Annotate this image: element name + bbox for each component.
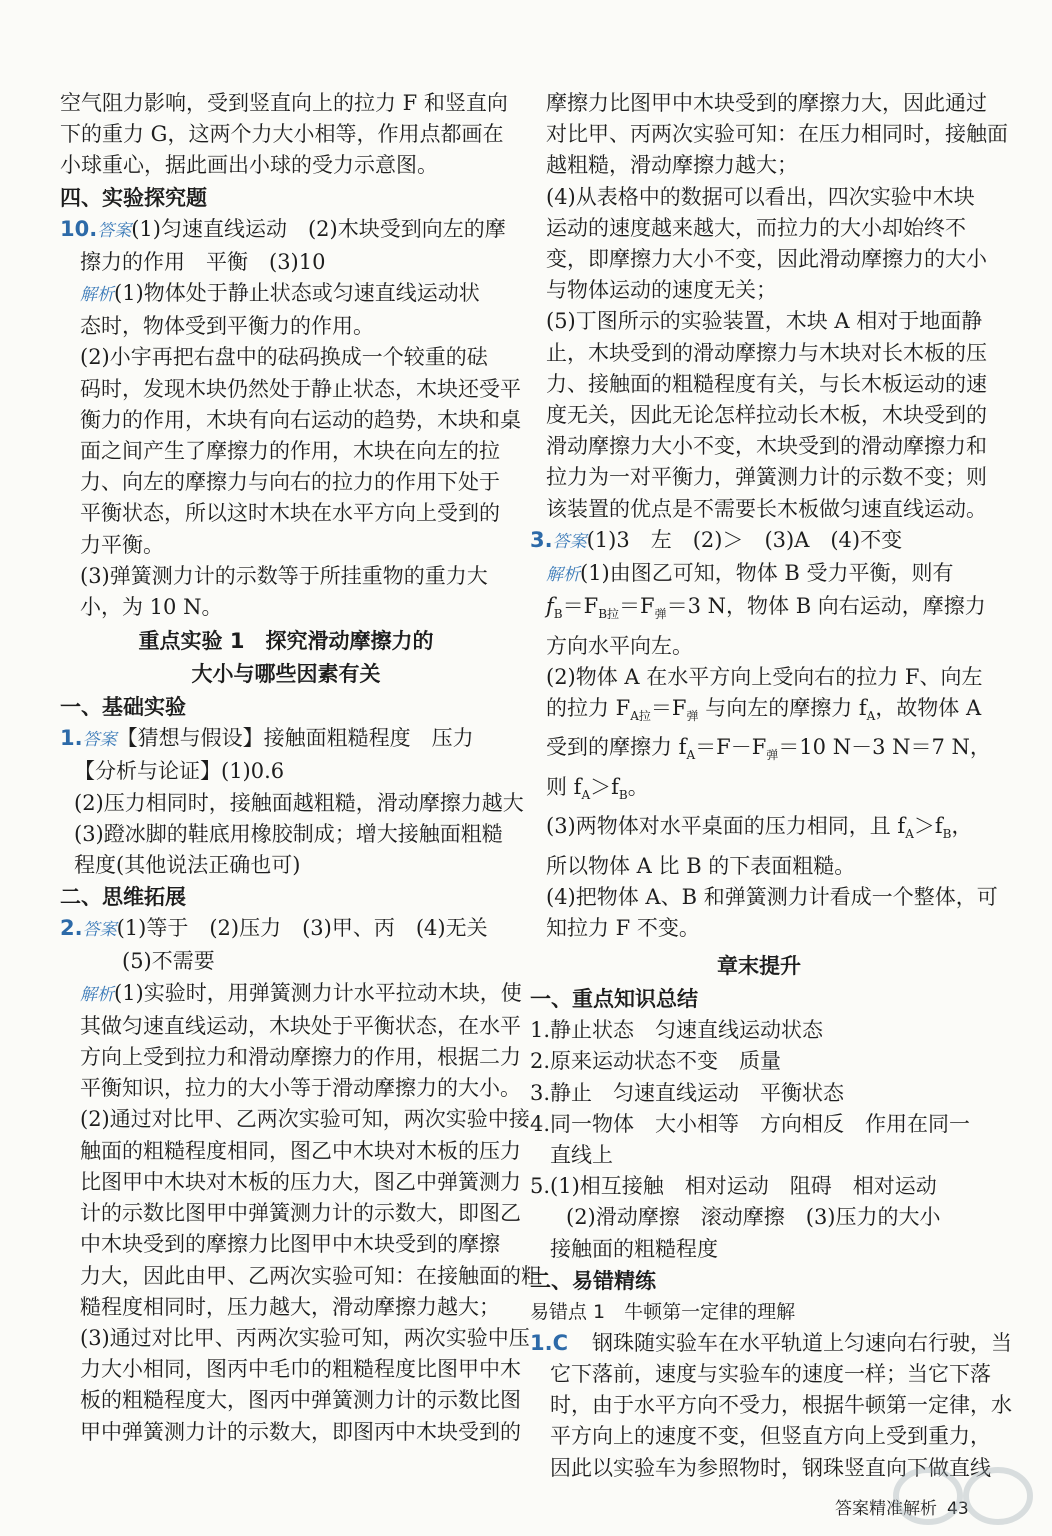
section-heading-errors: 二、易错精练 (530, 1268, 656, 1293)
explanation-line: (3)弹簧测力计的示数等于所挂重物的重力大 (80, 563, 488, 588)
section-heading-extension: 二、思维拓展 (60, 885, 186, 910)
explanation-line: (3)通过对比甲、丙两次实验可知，两次实验中压 (80, 1325, 530, 1350)
page-number: 43 (947, 1499, 969, 1519)
answer-text: 【猜想与假设】接触面粗糙程度 压力 (116, 726, 474, 751)
answer-label: 答案 (552, 531, 587, 552)
explanation-line: 糙程度相同时，压力越大，滑动摩擦力越大； (80, 1294, 500, 1319)
explanation-label: 解析 (80, 984, 114, 1005)
knowledge-item: 1.静止状态 匀速直线运动状态 (530, 1018, 824, 1043)
explanation-line: 对比甲、丙两次实验可知：在压力相同时，接触面 (546, 122, 1008, 147)
explanation-line: 越粗糙，滑动摩擦力越大； (546, 153, 798, 178)
explanation-line: 方向上受到拉力和滑动摩擦力的作用，根据二力 (80, 1045, 521, 1070)
section-heading-experiment: 四、实验探究题 (60, 185, 207, 210)
explanation-line: 平衡状态，所以这时木块在水平方向上受到的 (80, 501, 500, 526)
error-point-heading: 易错点 1 牛顿第一定律的理解 (530, 1300, 796, 1323)
explanation-line: (4)把物体 A、B 和弹簧测力计看成一个整体，可 (546, 884, 998, 909)
math-sub: 弹 (766, 748, 779, 763)
explanation-line: 所以物体 A 比 B 的下表面粗糙。 (546, 853, 856, 878)
explanation-line: (2)物体 A 在水平方向上受向右的拉力 F、向左 (546, 664, 983, 689)
math-text: 受到的摩擦力 f (546, 735, 687, 760)
answer-line: 程度(其他说法正确也可) (74, 853, 301, 878)
footer-label: 答案精准解析 (835, 1499, 937, 1519)
section-heading-summary: 一、重点知识总结 (530, 987, 698, 1012)
text-line: 空气阻力影响，受到竖直向上的拉力 F 和竖直向 (60, 91, 508, 115)
math-text: 。 (627, 774, 649, 799)
explanation-line: 拉力为一对平衡力，弹簧测力计的示数不变；则 (546, 465, 987, 490)
math-sub: A (866, 709, 876, 724)
math-text: (3)两物体对水平桌面的压力相同，且 f (546, 814, 906, 839)
math-sub: B拉 (598, 607, 620, 622)
answer-line (60, 214, 512, 247)
explanation-line: 与物体运动的速度无关； (546, 278, 777, 303)
explanation-line (530, 772, 988, 811)
explanation-line (530, 693, 988, 732)
explanation-line (530, 811, 988, 850)
answer-line (60, 913, 512, 946)
experiment-title-line2: 大小与哪些因素有关 (191, 662, 381, 687)
explanation-line: (2)通过对比甲、乙两次实验可知，两次实验中接 (80, 1107, 530, 1132)
answer-text: (1)匀速直线运动 (2)木块受到向左的摩 (131, 216, 506, 241)
explanation-line (60, 978, 522, 1011)
explanation-line: 力、接触面的粗糙程度有关，与长木板运动的速 (546, 371, 987, 396)
math-sub: B (942, 827, 952, 842)
explanation-line: (2)小宇再把右盘中的砝码换成一个较重的砝 (80, 345, 488, 370)
explanation-line: 知拉力 F 不变。 (546, 916, 700, 941)
explanation-line: 码时，发现木块仍然处于静止状态，木块还受平 (80, 376, 521, 401)
explanation-line: 变，即摩擦力大小不变，因此滑动摩擦力的大小 (546, 247, 987, 272)
explanation-line: 面之间产生了摩擦力的作用，木块在向左的拉 (80, 439, 500, 464)
explanation-line: 比图甲中木块对木板的压力大，图乙中弹簧测力 (80, 1169, 521, 1194)
answer-text: 钢珠随实验车在水平轨道上匀速向右行驶，当 (592, 1330, 1013, 1355)
answer-line: 平方向上的速度不变，但竖直方向上受到重力， (550, 1424, 991, 1449)
watermark-ring (896, 1470, 960, 1522)
explanation-line: 甲中弹簧测力计的示数大，即图丙中木块受到的 (80, 1419, 521, 1444)
question-number: 1. (60, 726, 83, 751)
explanation-line: 中木块受到的摩擦力比图甲中木块受到的摩擦 (80, 1232, 500, 1257)
explanation-line: (4)从表格中的数据可以看出，四次实验中木块 (546, 184, 975, 209)
math-text: ＞f (913, 814, 943, 839)
question-number: 2. (60, 916, 83, 941)
math-sub: 弹 (686, 709, 699, 724)
math-text: ＝F－F (695, 735, 767, 760)
explanation-line: 力、向左的摩擦力与向右的拉力的作用下处于 (80, 470, 500, 495)
math-sub: B (553, 607, 563, 622)
answer-line: 【分析与论证】(1)0.6 (74, 759, 285, 784)
math-text: ＝F (619, 594, 655, 619)
math-sub: B (618, 788, 628, 803)
knowledge-item-cont: 直线上 (550, 1143, 613, 1168)
answer-line: (2)压力相同时，接触面越粗糙，滑动摩擦力越大 (74, 790, 524, 815)
explanation-line: 力平衡。 (80, 532, 164, 557)
answer-line: 它下落前，速度与实验车的速度一样；当它下落 (550, 1362, 991, 1387)
explanation-line: 摩擦力比图甲中木块受到的摩擦力大，因此通过 (546, 91, 987, 115)
knowledge-item: 2.原来运动状态不变 质量 (530, 1049, 782, 1074)
explanation-line: 方向水平向左。 (546, 633, 693, 658)
answer-label: 答案 (82, 730, 117, 751)
question-number: 1.C (530, 1330, 569, 1355)
answer-label: 答案 (97, 220, 132, 241)
math-sub: A (686, 748, 696, 763)
answer-line (60, 723, 512, 756)
answer-text: (1)等于 (2)压力 (3)甲、丙 (4)无关 (116, 916, 488, 941)
explanation-line: 力大小相同，图丙中毛巾的粗糙程度比图甲中木 (80, 1357, 521, 1382)
explanation-label: 解析 (80, 285, 114, 306)
chapter-summary-title: 章末提升 (717, 954, 801, 979)
math-text: 的拉力 F (546, 696, 631, 721)
math-sub: A拉 (630, 709, 651, 724)
math-text: 与向左的摩擦力 f (698, 696, 867, 721)
explanation-text: (1)实验时，用弹簧测力计水平拉动木块，使 (114, 980, 522, 1005)
knowledge-item-cont: (2)滑动摩擦 滚动摩擦 (3)压力的大小 (566, 1205, 941, 1230)
math-var: f (546, 594, 554, 619)
explanation-line (530, 732, 991, 771)
explanation-line: 该装置的优点是不需要长木板做匀速直线运动。 (546, 496, 987, 521)
watermark-ring (966, 1470, 1030, 1522)
explanation-line: 板的粗糙程度大，图丙中弹簧测力计的示数比图 (80, 1388, 521, 1413)
answer-line: (5)不需要 (122, 949, 215, 974)
math-text: 则 f (546, 774, 582, 799)
question-number: 10. (60, 216, 98, 241)
math-sub: 弹 (654, 607, 667, 622)
explanation-text: (1)物体处于静止状态或匀速直线运动状 (114, 281, 480, 306)
explanation-line: 小，为 10 N。 (80, 595, 223, 620)
explanation-line: 运动的速度越来越大，而拉力的大小却始终不 (546, 215, 966, 240)
explanation-line: 其做匀速直线运动，木块处于平衡状态，在水平 (80, 1013, 521, 1038)
text-line: 下的重力 G，这两个力大小相等，作用点都画在 (60, 122, 504, 147)
explanation-line: 计的示数比图甲中弹簧测力计的示数大，即图乙 (80, 1201, 521, 1226)
explanation-line: (5)丁图所示的实验装置，木块 A 相对于地面静 (546, 309, 983, 334)
knowledge-item: 3.静止 匀速直线运动 平衡状态 (530, 1080, 845, 1105)
explanation-line: 滑动摩擦力大小不变，木块受到的滑动摩擦力和 (546, 434, 987, 459)
explanation-label: 解析 (546, 565, 580, 586)
knowledge-item-cont: 接触面的粗糙程度 (550, 1236, 718, 1261)
answer-text: (1)3 左 (2)＞ (3)A (4)不变 (586, 527, 903, 552)
math-text: ＝F (650, 696, 687, 721)
answer-line: (3)蹬冰脚的鞋底用橡胶制成；增大接触面粗糙 (74, 821, 503, 846)
answer-line: 时，由于水平方向不受力，根据牛顿第一定律，水 (550, 1393, 1012, 1418)
question-number: 3. (530, 527, 553, 552)
explanation-line: 态时，物体受到平衡力的作用。 (80, 314, 374, 339)
math-text: ，故物体 A (875, 696, 982, 721)
explanation-line: 力大，因此由甲、乙两次实验可知：在接触面的粗 (80, 1263, 542, 1288)
watermark-logo (888, 1462, 1038, 1530)
knowledge-item: 4.同一物体 大小相等 方向相反 作用在同一 (530, 1111, 971, 1136)
experiment-title: 重点实验 1 探究滑动摩擦力的 (138, 629, 434, 654)
math-text: ＝10 N－3 N＝7 N， (778, 735, 991, 760)
explanation-text: (1)由图乙可知，物体 B 受力平衡，则有 (580, 561, 954, 586)
explanation-line: 止，木块受到的滑动摩擦力与木块对长木板的压 (546, 340, 987, 365)
math-sub: A (905, 827, 914, 842)
explanation-line (530, 591, 988, 630)
answer-line (530, 1328, 1013, 1359)
answer-line: 擦力的作用 平衡 (3)10 (80, 249, 326, 274)
math-text: ＝F (562, 594, 599, 619)
explanation-line (60, 278, 512, 311)
section-heading-basic: 一、基础实验 (60, 695, 186, 720)
explanation-line (530, 558, 988, 591)
explanation-line: 衡力的作用，木块有向右运动的趋势，木块和桌 (80, 407, 521, 432)
answer-line (530, 525, 988, 558)
explanation-line: 度无关，因此无论怎样拉动长木板，木块受到的 (546, 403, 987, 428)
explanation-line: 触面的粗糙程度相同，图乙中木块对木板的压力 (80, 1138, 521, 1163)
math-text: ， (951, 814, 973, 839)
knowledge-item: 5.(1)相互接触 相对运动 阻碍 相对运动 (530, 1174, 937, 1199)
math-text: ＞f (590, 774, 619, 799)
answer-line: 因此以实验车为参照物时，钢珠竖直向下做直线 (550, 1455, 991, 1480)
math-text: ＝3 N，物体 B 向右运动，摩擦力 (666, 594, 986, 619)
math-sub: A (581, 788, 591, 803)
answer-label: 答案 (82, 920, 117, 941)
explanation-line: 平衡知识，拉力的大小等于滑动摩擦力的大小。 (80, 1076, 521, 1101)
text-line: 小球重心，据此画出小球的受力示意图。 (60, 153, 438, 178)
left-column (60, 88, 542, 1448)
right-column (530, 88, 1013, 1484)
